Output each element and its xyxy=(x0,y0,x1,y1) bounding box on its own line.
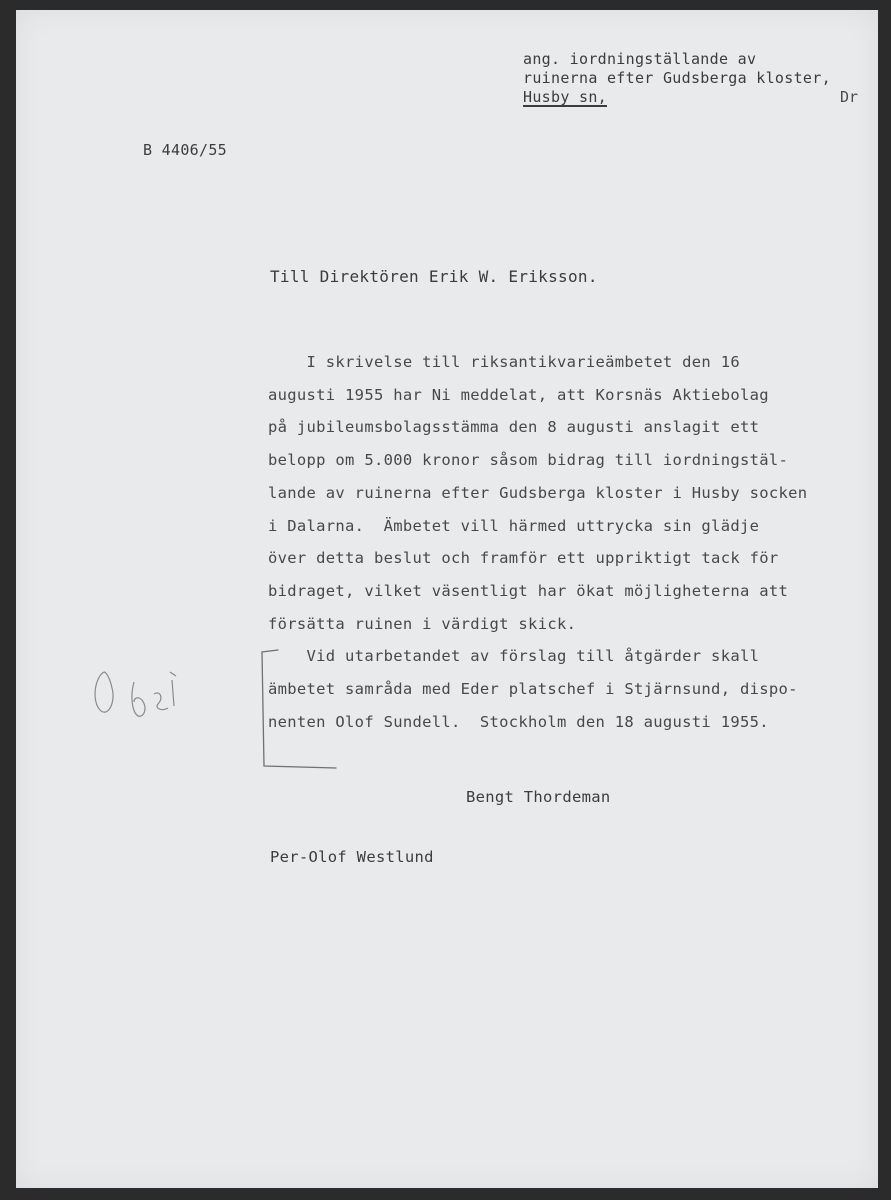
subject-line-3: Husby sn, xyxy=(523,88,607,106)
body-line: försätta ruinen i värdigt skick. xyxy=(268,614,577,633)
body-line: lande av ruinerna efter Gudsberga kloster i Husby socken xyxy=(268,483,808,502)
body-line: nenten Olof Sundell. Stockholm den 18 augusti 1955. xyxy=(268,712,769,731)
signature-bengt-thordeman: Bengt Thordeman xyxy=(466,788,611,806)
pencil-bracket-mark xyxy=(258,648,358,773)
body-line: belopp om 5.000 kronor såsom bidrag till iordningstäl- xyxy=(268,451,789,470)
pencil-initials-scribble xyxy=(86,662,196,742)
body-line: ämbetet samråda med Eder platschef i Stjärnsund, dispo- xyxy=(268,680,798,699)
letter-page xyxy=(16,10,878,1188)
body-line: augusti 1955 har Ni meddelat, att Korsnäs Aktiebolag xyxy=(268,385,769,404)
addressee: Till Direktören Erik W. Eriksson. xyxy=(270,267,598,286)
body-line: bidraget, vilket väsentligt har ökat möjligheterna att xyxy=(268,581,789,600)
margin-note: Dr xyxy=(840,88,859,106)
body-line: på jubileumsbolagsstämma den 8 augusti anslagit ett xyxy=(268,418,760,437)
subject-block xyxy=(523,50,831,107)
signature-per-olof-westlund: Per-Olof Westlund xyxy=(270,848,434,866)
body-line: över detta beslut och framför ett uppriktigt tack för xyxy=(268,549,779,568)
body-line: Vid utarbetandet av förslag till åtgärder skall xyxy=(268,647,760,666)
subject-line-1: ang. iordningställande av xyxy=(523,50,757,68)
body-line: I skrivelse till riksantikvarieämbetet den 16 xyxy=(268,353,740,371)
body-line: i Dalarna. Ämbetet vill härmed uttrycka sin glädje xyxy=(268,516,760,535)
reference-number: B 4406/55 xyxy=(143,141,227,159)
subject-line-2: ruinerna efter Gudsberga kloster, xyxy=(523,69,831,87)
